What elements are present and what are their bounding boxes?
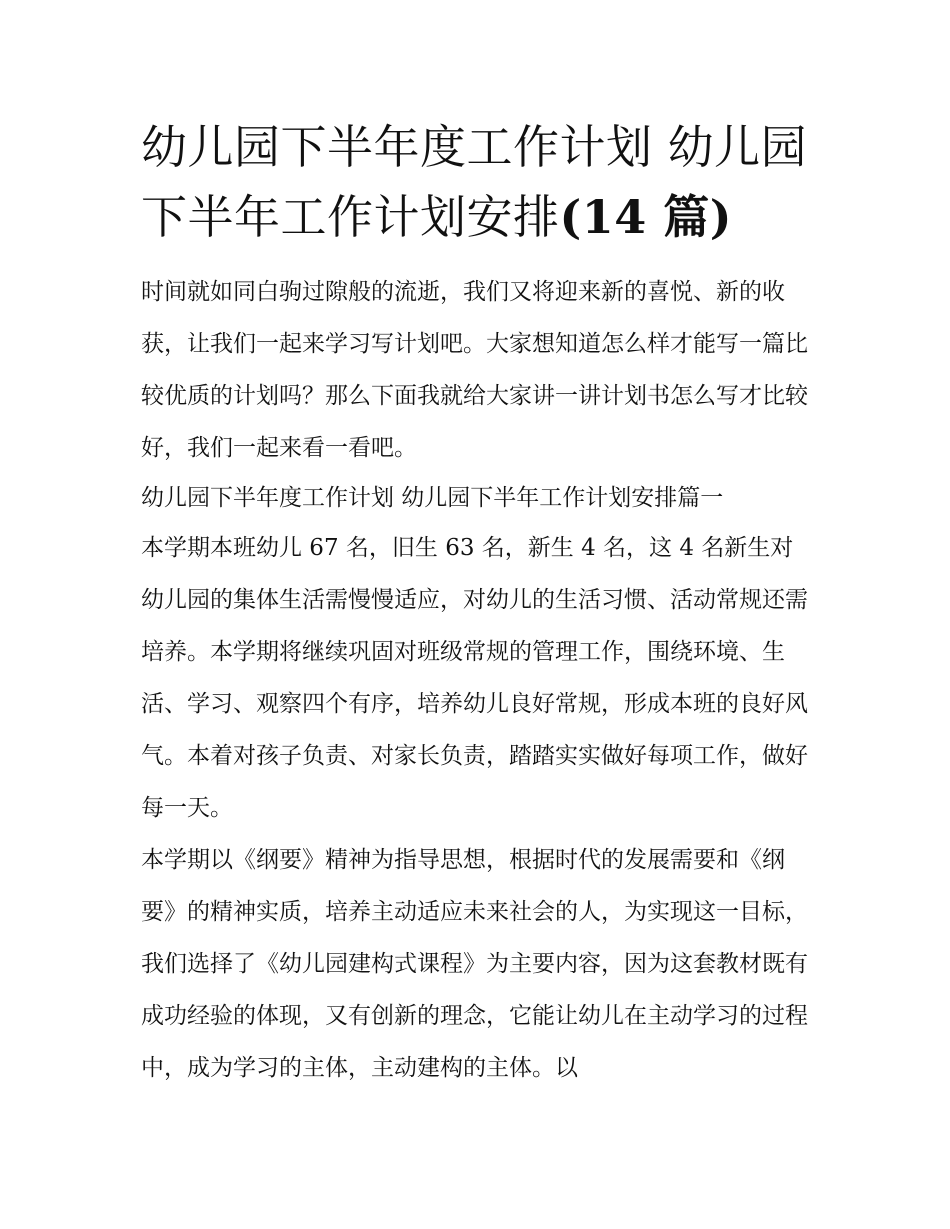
section-heading: 幼儿园下半年度工作计划 幼儿园下半年工作计划安排篇一 xyxy=(141,485,724,511)
intro-paragraph: 时间就如同白驹过隙般的流逝，我们又将迎来新的喜悦、新的收获，让我们一起来学习写计划吧。大家想知道怎么样才能写一篇比较优质的计划吗？那么下面我就给大家讲一讲计划书怎么写才比较好，我们一起来看一看吧。 xyxy=(141,279,808,461)
document-title-count: (14 篇) xyxy=(559,190,733,244)
document-body xyxy=(141,112,813,1094)
body-paragraph-curriculum: 本学期以《纲要》精神为指导思想，根据时代的发展需要和《纲要》的精神实质，培养主动适应未来社会的人，为实现这一目标，我们选择了《幼儿园建构式课程》为主要内容，因为这套教材既有成功经验的体现，又有创新的理念，它能让幼儿在主动学习的过程中，成为学习的主体，主动建构的主体。以 xyxy=(141,847,808,1081)
document-title xyxy=(141,112,813,252)
document-title-text: 幼儿园下半年度工作计划 幼儿园下半年工作计划安排 xyxy=(141,120,808,244)
body-paragraph-class-overview: 本学期本班幼儿 67 名，旧生 63 名，新生 4 名，这 4 名新生对幼儿园的集体生活需慢慢适应，对幼儿的生活习惯、活动常规还需培养。本学期将继续巩固对班级常规的管理工作，围绕环境、生活、学习、观察四个有序，培养幼儿良好常规，形成本班的良好风气。本着对孩子负责、对家长负责，踏踏实实做好每项工作，做好每一天。 xyxy=(141,535,808,821)
